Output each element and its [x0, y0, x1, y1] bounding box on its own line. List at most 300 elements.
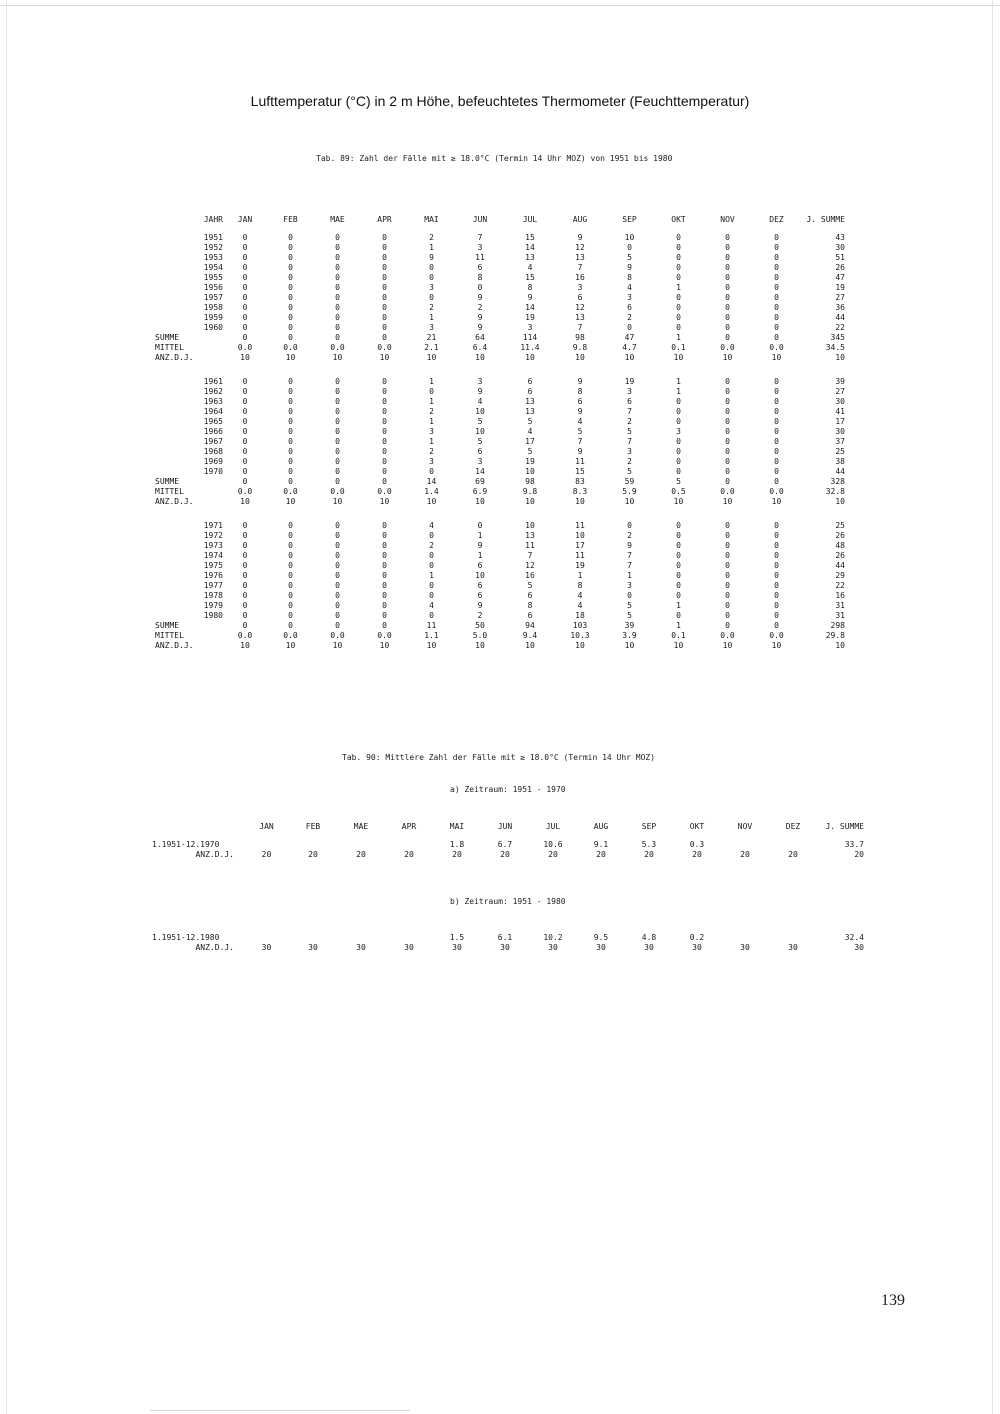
tab89-year-row [155, 303, 845, 313]
tab89-cell: 10 [771, 497, 782, 506]
tab89-cell: 0 [335, 447, 340, 456]
tab89-year-row [155, 243, 845, 253]
tab89-cell: 3 [627, 447, 632, 456]
tab89-col-header: NOV [720, 215, 735, 224]
tab89-cell: 0 [774, 621, 779, 630]
tab90-col-header: FEB [305, 822, 321, 831]
tab89-cell: 10 [575, 531, 585, 540]
tab89-cell: 0 [725, 571, 730, 580]
tab89-cell: 0 [725, 437, 730, 446]
tab89-cell: 0 [242, 377, 248, 386]
tab89-cell: 0 [382, 561, 387, 570]
tab89-cell: 0 [242, 571, 248, 580]
tab89-cell: 0 [335, 551, 340, 560]
tab89-cell: 0 [725, 521, 730, 530]
tab89-row-label: 1973 [203, 541, 223, 550]
tab90-col-header: J. SUMME [825, 822, 864, 831]
tab89-cell: 0.1 [671, 631, 686, 640]
tab89-cell: 0.0 [377, 343, 392, 352]
tab89-cell: 9 [477, 323, 483, 332]
tab89-cell: 0 [774, 323, 779, 332]
tab89-cell: 0 [774, 243, 779, 252]
tab90-anz-cell: 30 [596, 943, 606, 952]
tab90-period-row [152, 840, 864, 850]
tab89-cell: 0 [335, 333, 340, 342]
tab89-cell: 9 [577, 233, 583, 242]
tab89-row-label: MITTEL [155, 631, 184, 640]
tab89-cell: 0.0 [330, 631, 345, 640]
tab89-year-row [155, 581, 845, 591]
tab90-value-cell: 9.5 [593, 933, 609, 942]
tab89-cell: 10 [575, 497, 585, 506]
tab89-cell: 0 [676, 531, 681, 540]
tab90-col-header: NOV [737, 822, 753, 831]
tab89-cell: 5 [477, 437, 483, 446]
tab90-value-cell [385, 840, 433, 850]
tab90-anz-label: ANZ.D.J. [195, 850, 234, 859]
tab89-cell: 0 [288, 397, 293, 406]
tab89-cell: 1.4 [424, 487, 439, 496]
tab89-cell: 10 [722, 497, 733, 506]
tab89-cell: 10 [525, 353, 535, 362]
tab89-cell: 0 [382, 467, 387, 476]
tab89-cell: 0 [382, 293, 387, 302]
tab89-cell: 0 [335, 303, 340, 312]
tab89-cell: 6 [527, 611, 533, 620]
tab89-cell: 0 [725, 333, 730, 342]
tab89-cell: 0 [382, 457, 387, 466]
tab89-cell: 0 [242, 417, 248, 426]
tab89-cell: 0 [725, 467, 730, 476]
tab89-cell: 9 [627, 541, 632, 550]
tab89-year-row [155, 611, 845, 621]
tab89-cell: 69 [475, 477, 485, 486]
tab89-cell: 114 [522, 333, 538, 342]
tab89-cell: 0 [676, 521, 681, 530]
tab89-cell: 5 [676, 477, 681, 486]
tab89-year-row [155, 233, 845, 243]
tab89-cell: 0 [242, 387, 248, 396]
tab89-cell: 0 [774, 521, 779, 530]
tab90-section-b-caption: b) Zeitraum: 1951 - 1980 [450, 897, 566, 906]
tab89-block-gap-cell [155, 507, 845, 521]
tab90-anz-cell: 20 [644, 850, 654, 859]
tab89-cell: 8.3 [572, 487, 588, 496]
tab89-cell: 0 [725, 313, 730, 322]
top-edge-line [0, 5, 1000, 6]
tab89-cell: 0 [288, 621, 293, 630]
tab89-cell: 30 [835, 397, 845, 406]
tab90-value-cell [769, 840, 817, 850]
tab89-year-row [155, 521, 845, 531]
tab89-cell: 0 [725, 611, 730, 620]
tab89-row-label: ANZ.D.J. [155, 641, 194, 650]
tab89-cell: 47 [624, 333, 635, 342]
tab89-cell: 0 [242, 621, 248, 630]
tab89-year-row [155, 531, 845, 541]
tab89-row-label: 1954 [203, 263, 223, 272]
tab89-cell: 0 [774, 313, 779, 322]
tab89-cell: 10 [673, 353, 684, 362]
tab89-cell: 0 [774, 447, 779, 456]
tab90-value-cell [244, 840, 289, 850]
tab89-cell: 12 [575, 303, 585, 312]
tab89-cell: 0 [429, 551, 434, 560]
tab90-value-cell [721, 840, 769, 850]
tab90-anz-cell: 20 [548, 850, 558, 859]
tab89-cell: 0 [774, 303, 779, 312]
tab89-cell: 1 [676, 387, 681, 396]
tab89-cell: 9 [477, 541, 483, 550]
tab89-cell: 0 [382, 541, 387, 550]
tab89-cell: 5.0 [472, 631, 488, 640]
tab89-cell: 0 [382, 591, 387, 600]
tab89-cell: 10 [379, 353, 390, 362]
tab89-cell: 0 [242, 283, 248, 292]
tab89-cell: 10 [475, 427, 485, 436]
tab89-summe-row [155, 333, 845, 343]
tab89-cell: 0 [429, 561, 434, 570]
tab89-cell: 0 [725, 303, 730, 312]
tab89-cell: 0 [288, 313, 293, 322]
tab89-cell: 0 [382, 417, 387, 426]
tab89-year-row [155, 437, 845, 447]
tab89-cell: 0 [288, 467, 293, 476]
tab89-cell: 11 [575, 521, 585, 530]
tab89-cell: 0 [774, 591, 779, 600]
tab89-cell: 4 [627, 283, 632, 292]
tab89-cell: 0 [288, 407, 293, 416]
tab89-cell: 0 [335, 521, 340, 530]
tab89-cell: 0 [676, 233, 681, 242]
tab89-cell: 10 [285, 641, 296, 650]
tab89-cell: 10 [426, 497, 437, 506]
tab89-cell: 9 [527, 293, 533, 302]
tab89-row-label: ANZ.D.J. [155, 353, 194, 362]
tab89-cell: 0 [676, 253, 681, 262]
tab90-col-header: JAN [259, 822, 274, 831]
tab89-cell: 3 [627, 387, 632, 396]
tab90-anz-cell: 30 [548, 943, 558, 952]
tab89-cell: 15 [525, 273, 535, 282]
tab89-cell: 10 [673, 641, 684, 650]
tab89-cell: 7 [627, 551, 632, 560]
tab89-cell: 11 [575, 551, 585, 560]
tab89-cell: 0 [429, 581, 434, 590]
tab89-cell: 4 [429, 601, 434, 610]
tab89-cell: 22 [835, 581, 845, 590]
tab89-cell: 0 [242, 313, 248, 322]
tab89-cell: 0 [676, 581, 681, 590]
tab89-cell: 44 [835, 561, 845, 570]
tab89-cell: 0 [288, 551, 293, 560]
tab89-cell: 16 [575, 273, 585, 282]
tab90-anz-cell: 20 [261, 850, 272, 859]
tab89-cell: 0 [725, 323, 730, 332]
tab89-cell: 0 [382, 387, 387, 396]
tab89-year-row [155, 263, 845, 273]
tab89-cell: 0 [242, 531, 248, 540]
tab89-cell: 0 [288, 437, 293, 446]
tab89-cell: 6.4 [472, 343, 488, 352]
tab89-year-row [155, 427, 845, 437]
tab90-value-cell [385, 933, 433, 943]
tab89-cell: 0 [382, 253, 387, 262]
tab89-cell: 83 [575, 477, 585, 486]
tab89-cell: 0 [382, 611, 387, 620]
tab89-cell: 0 [725, 293, 730, 302]
tab89-cell: 11 [475, 253, 485, 262]
tab89-cell: 0 [429, 273, 434, 282]
tab89-cell: 0 [725, 387, 730, 396]
tab89-cell: 0 [774, 333, 779, 342]
tab89-cell: 1 [429, 377, 434, 386]
tab89-cell: 15 [575, 467, 585, 476]
tab89-cell: 3 [429, 457, 434, 466]
tab89-year-row [155, 447, 845, 457]
tab90-value-cell: 9.1 [593, 840, 609, 849]
tab89-cell: 25 [835, 521, 845, 530]
tab89-cell: 0.0 [237, 487, 253, 496]
tab89-year-row [155, 467, 845, 477]
tab89-cell: 18 [575, 611, 585, 620]
tab90-value-cell: 1.5 [449, 933, 465, 942]
tab89-row-label: 1952 [203, 243, 223, 252]
tab89-cell: 3 [676, 427, 681, 436]
tab89-cell: 0 [335, 601, 340, 610]
tab90-anz-label: ANZ.D.J. [195, 943, 234, 952]
tab90-value-cell: 6.7 [497, 840, 513, 849]
tab89-cell: 7 [527, 551, 533, 560]
tab89-cell: 17 [525, 437, 535, 446]
tab89-cell: 16 [835, 591, 845, 600]
tab89-cell: 0 [774, 387, 779, 396]
tab90-value-cell [769, 933, 817, 943]
tab89-summe-row [155, 477, 845, 487]
tab90-value-cell: 10.6 [543, 840, 563, 849]
tab89-cell: 0 [627, 323, 632, 332]
tab89-cell: 1 [429, 243, 434, 252]
tab89-cell: 0.0 [237, 343, 253, 352]
tab89-cell: 0.0 [283, 631, 298, 640]
tab89-cell: 0 [774, 263, 779, 272]
tab90-period-row [152, 933, 864, 943]
tab89-cell: 10 [525, 641, 535, 650]
tab89-cell: 0 [382, 397, 387, 406]
tab89-row-label: 1955 [203, 273, 223, 282]
tab89-cell: 0 [774, 551, 779, 560]
tab89-cell: 10 [624, 497, 635, 506]
tab89-cell: 0 [288, 447, 293, 456]
tab89-cell: 36 [835, 303, 845, 312]
tab89-cell: 0 [725, 531, 730, 540]
tab89-cell: 13 [575, 313, 585, 322]
tab90-value-cell [244, 933, 289, 943]
tab89-cell: 0 [676, 561, 681, 570]
right-edge-line [992, 0, 993, 1414]
tab89-cell: 10 [475, 571, 485, 580]
tab89-col-header: FEB [283, 215, 298, 224]
tab89-col-header: AUG [572, 215, 588, 224]
tab89-cell: 0 [242, 561, 248, 570]
tab89-cell: 0 [335, 407, 340, 416]
tab90-value-cell: 32.4 [844, 933, 864, 942]
tab89-cell: 0.0 [769, 343, 784, 352]
tab89-cell: 3 [627, 581, 632, 590]
tab90-anz-cell: 20 [404, 850, 414, 859]
tab89-cell: 0 [725, 397, 730, 406]
tab90-period-label: 1.1951-12.1980 [152, 933, 220, 942]
tab90-anz-cell: 30 [500, 943, 510, 952]
tab89-cell: 0 [676, 397, 681, 406]
tab89-cell: 0 [725, 407, 730, 416]
tab89-cell: 8 [527, 283, 533, 292]
tab89-cell: 6 [577, 293, 583, 302]
tab89-cell: 9 [577, 407, 583, 416]
tab90-col-header [152, 820, 244, 834]
tab89-cell: 7 [577, 263, 583, 272]
tab89-col-header: JUN [472, 215, 488, 224]
tab89-cell: 0 [725, 233, 730, 242]
tab90-anz-row [152, 943, 864, 953]
tab89-cell: 0 [288, 387, 293, 396]
tab90-anz-cell: 20 [452, 850, 462, 859]
tab89-row-label: 1964 [203, 407, 223, 416]
tab89-cell: 4 [577, 601, 583, 610]
tab89-cell: 0 [676, 417, 681, 426]
tab89-cell: 0 [288, 611, 293, 620]
tab89-cell: 13 [525, 407, 535, 416]
tab89-row-label: 1966 [203, 427, 223, 436]
tab89-cell: 11 [426, 621, 437, 630]
tab89-cell: 0 [335, 437, 340, 446]
tab89-cell: 0 [335, 541, 340, 550]
tab89-year-row [155, 387, 845, 397]
tab89-cell: 0.0 [769, 487, 784, 496]
tab90-value-cell: 1.8 [449, 840, 465, 849]
tab89-cell: 21 [426, 333, 437, 342]
tab89-cell: 0 [242, 477, 248, 486]
tab90-value-cell: 6.1 [497, 933, 513, 942]
tab89-cell: 10 [285, 497, 296, 506]
tab89-cell: 10 [379, 641, 390, 650]
tab89-cell: 7 [627, 561, 632, 570]
tab89-cell: 4 [527, 427, 533, 436]
tab89-cell: 0 [676, 611, 681, 620]
tab89-cell: 31 [835, 611, 845, 620]
tab89-cell: 0 [774, 273, 779, 282]
tab89-cell: 0 [335, 233, 340, 242]
tab89-cell: 10 [624, 353, 635, 362]
tab89-cell: 0 [774, 467, 779, 476]
tab89-header-row [155, 213, 845, 227]
tab89-cell: 0 [335, 457, 340, 466]
tab90-value-cell [289, 840, 337, 850]
tab89-cell: 0 [676, 467, 681, 476]
tab89-cell: 0 [242, 457, 248, 466]
tab89-year-row [155, 253, 845, 263]
tab89-cell: 4 [429, 521, 434, 530]
tab89-cell: 0 [335, 477, 340, 486]
tab89-row-label: 1976 [203, 571, 223, 580]
tab89-col-header: JUL [522, 215, 538, 224]
tab89-row-label: 1959 [203, 313, 223, 322]
tab89-cell: 2 [429, 407, 434, 416]
tab89-cell: 0 [725, 561, 730, 570]
tab89-col-header: MAI [424, 215, 439, 224]
tab89-cell: 10 [475, 497, 485, 506]
tab90-table-a [152, 820, 864, 860]
tab89-cell: 0 [725, 253, 730, 262]
tab90-col-header: MAI [449, 822, 465, 831]
tab89-cell: 0 [242, 601, 248, 610]
tab89-cell: 5 [627, 611, 632, 620]
tab89-cell: 8 [477, 273, 483, 282]
tab90-anz-cell: 30 [692, 943, 702, 952]
tab89-cell: 0 [242, 323, 248, 332]
tab89-cell: 8 [527, 601, 533, 610]
bottom-edge-line [150, 1410, 410, 1411]
tab89-cell: 5 [627, 253, 632, 262]
tab89-year-row [155, 407, 845, 417]
tab89-cell: 5 [627, 427, 632, 436]
tab89-cell: 0 [774, 437, 779, 446]
tab90-anz-cell: 20 [356, 850, 366, 859]
tab89-cell: 0 [676, 323, 681, 332]
tab89-cell: 0 [288, 273, 293, 282]
tab89-cell: 10 [525, 467, 535, 476]
tab90-value-cell: 5.3 [641, 840, 657, 849]
tab89-cell: 3 [527, 323, 533, 332]
tab89-cell: 0 [242, 521, 248, 530]
tab89-cell: 0 [288, 591, 293, 600]
tab89-col-header: DEZ [769, 215, 784, 224]
tab89-cell: 10 [332, 353, 343, 362]
tab89-cell: 0 [382, 313, 387, 322]
tab89-cell: 2 [627, 417, 632, 426]
tab89-row-label: SUMME [155, 477, 180, 486]
tab90-anz-cell: 20 [500, 850, 510, 859]
tab89-cell: 0 [774, 253, 779, 262]
tab89-block-gap [155, 363, 845, 377]
tab89-cell: 10 [835, 353, 845, 362]
tab89-cell: 0 [288, 581, 293, 590]
tab89-cell: 0 [242, 427, 248, 436]
tab89-cell: 0 [676, 571, 681, 580]
tab89-row-label: 1962 [203, 387, 223, 396]
tab89-cell: 1 [676, 621, 681, 630]
tab90-anz-cell: 30 [452, 943, 462, 952]
tab89-anz-row [155, 353, 845, 363]
tab89-cell: 5 [627, 601, 632, 610]
tab89-cell: 0 [335, 591, 340, 600]
tab89-row-label: MITTEL [155, 343, 184, 352]
tab89-cell: 6 [527, 591, 533, 600]
tab90-anz-cell: 30 [740, 943, 750, 952]
tab89-row-label: 1957 [203, 293, 223, 302]
tab89-cell: 0 [288, 303, 293, 312]
tab90-anz-cell: 20 [596, 850, 606, 859]
tab89-cell: 44 [835, 313, 845, 322]
tab90-col-header: JUL [545, 822, 561, 831]
tab89-cell: 0 [725, 581, 730, 590]
tab90-col-header: DEZ [785, 822, 801, 831]
tab89-cell: 31 [835, 601, 845, 610]
tab89-cell: 0 [288, 457, 293, 466]
tab89-cell: 11 [525, 541, 535, 550]
tab89-row-label: 1969 [203, 457, 223, 466]
tab89-col-header: SEP [622, 215, 637, 224]
